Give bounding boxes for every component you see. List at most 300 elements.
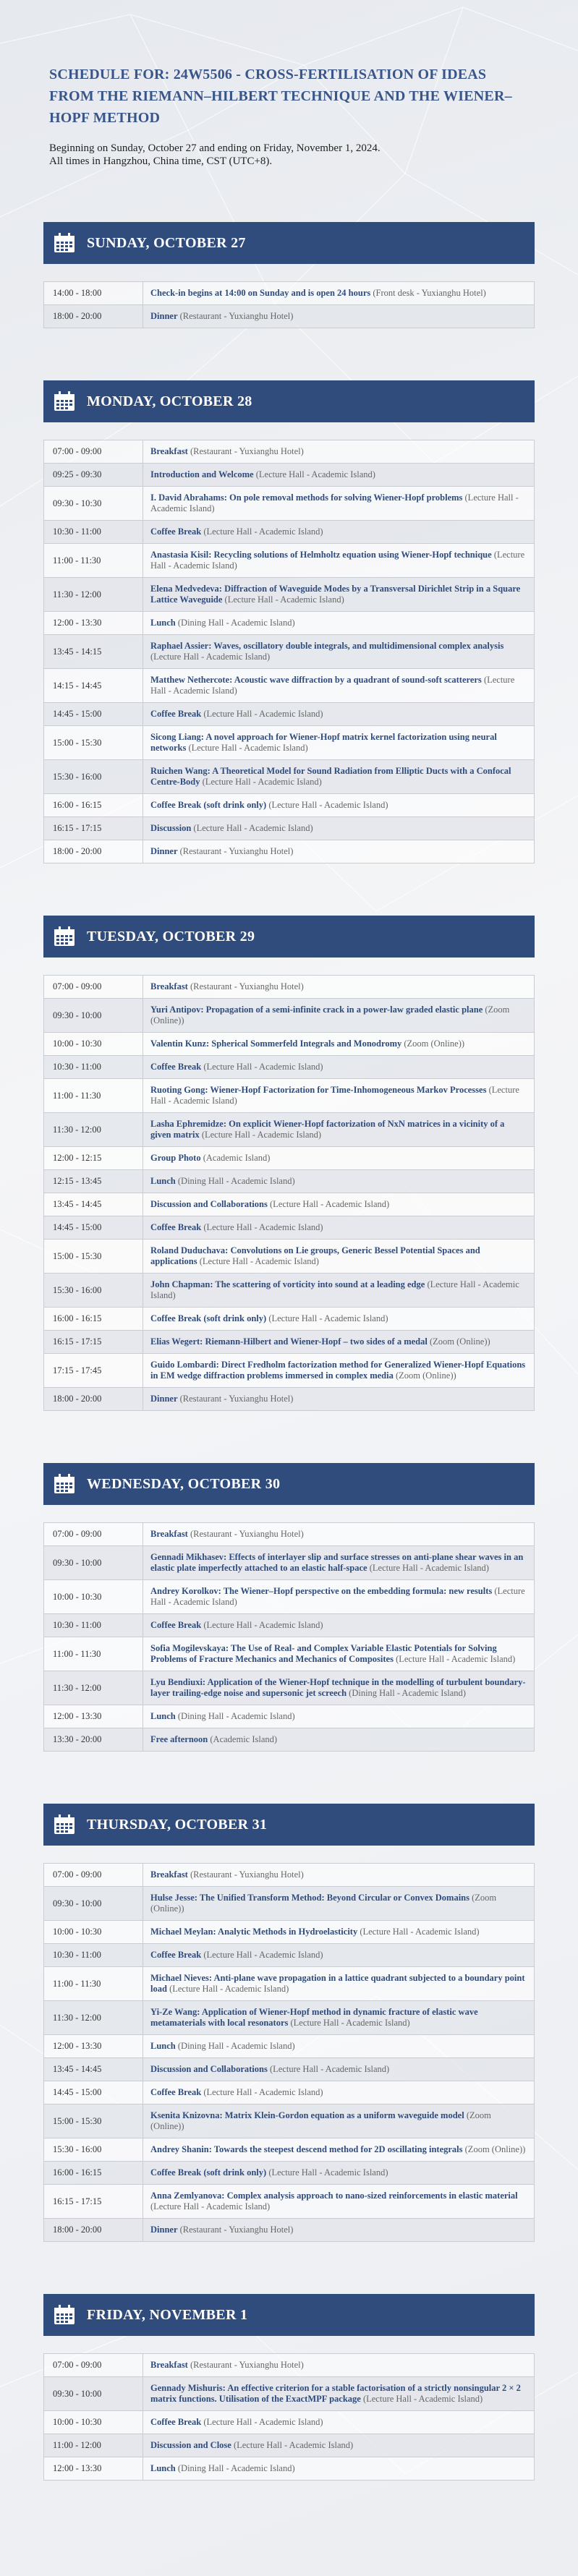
schedule-row	[44, 1274, 535, 1308]
event-location: (Lecture Hall - Academic Island)	[362, 2394, 483, 2404]
event-cell	[143, 1147, 535, 1170]
schedule-row	[44, 1944, 535, 1967]
event-cell	[143, 2138, 535, 2162]
event-time: 11:30 - 12:00	[44, 578, 143, 612]
schedule-row	[44, 1240, 535, 1274]
schedule-row	[44, 840, 535, 863]
event-title-link[interactable]: Coffee Break	[150, 526, 202, 537]
event-location: (Zoom (Online))	[150, 1005, 510, 1025]
event-title-link[interactable]: Elias Wegert: Riemann-Hilbert and Wiener-Hopf – two sides of a medal	[150, 1336, 428, 1347]
event-cell	[143, 976, 535, 999]
event-title-link[interactable]: Breakfast	[150, 1869, 188, 1880]
event-time: 13:45 - 14:45	[44, 2058, 143, 2081]
calendar-icon	[54, 2305, 75, 2325]
event-time: 13:30 - 20:00	[44, 1728, 143, 1752]
day-section	[43, 1804, 535, 2242]
event-cell	[143, 2434, 535, 2457]
event-location: (Lecture Hall - Academic Island)	[199, 1256, 319, 1266]
event-cell	[143, 2219, 535, 2242]
day-header	[43, 916, 535, 958]
event-cell	[143, 440, 535, 464]
schedule-row	[44, 976, 535, 999]
schedule-row	[44, 2457, 535, 2481]
event-cell	[143, 1079, 535, 1113]
event-cell	[143, 521, 535, 544]
event-time: 10:30 - 11:00	[44, 1614, 143, 1637]
schedule-table	[43, 1522, 535, 1752]
event-title-link[interactable]: Gennady Mishuris: An effective criterion for a stable factorisation of a strictly nonsingular 2 × 2 matrix functions. Utilisation of the ExactMPF package	[150, 2383, 521, 2404]
schedule-row	[44, 1079, 535, 1113]
day-section	[43, 222, 535, 328]
event-location: (Lecture Hall - Academic Island)	[269, 2064, 390, 2074]
event-cell	[143, 2058, 535, 2081]
event-title-link[interactable]: Roland Duduchava: Convolutions on Lie groups, Generic Bessel Potential Spaces and applications	[150, 1245, 480, 1266]
event-cell	[143, 612, 535, 635]
event-location: (Lecture Hall - Academic Island)	[169, 1984, 289, 1994]
day-title: FRIDAY, NOVEMBER 1	[87, 2306, 248, 2323]
event-time: 16:15 - 17:15	[44, 2185, 143, 2219]
event-location: (Zoom (Online))	[404, 1038, 465, 1049]
schedule-row	[44, 999, 535, 1033]
event-cell	[143, 282, 535, 305]
schedule-row	[44, 817, 535, 840]
event-title-link[interactable]: Andrey Korolkov: The Wiener–Hopf perspective on the embedding formula: new results	[150, 1586, 493, 1596]
event-title-link[interactable]: Coffee Break	[150, 1620, 202, 1630]
event-cell	[143, 999, 535, 1033]
day-header	[43, 380, 535, 422]
event-cell	[143, 1967, 535, 2001]
event-time: 15:30 - 16:00	[44, 1274, 143, 1308]
schedule-row	[44, 669, 535, 703]
event-location: (Lecture Hall - Academic Island)	[203, 2087, 323, 2097]
event-title-link[interactable]: Check-in begins at 14:00 on Sunday and is open 24 hours	[150, 288, 371, 298]
event-time: 07:00 - 09:00	[44, 1523, 143, 1546]
event-location: (Lecture Hall - Academic Island)	[269, 1199, 390, 1209]
event-cell	[143, 1523, 535, 1546]
day-title: WEDNESDAY, OCTOBER 30	[87, 1475, 281, 1492]
event-cell	[143, 1308, 535, 1331]
event-time: 12:00 - 12:15	[44, 1147, 143, 1170]
event-location: (Restaurant - Yuxianghu Hotel)	[179, 1394, 294, 1404]
timezone-text: All times in Hangzhou, China time, CST (UTC+8).	[49, 155, 273, 167]
calendar-icon	[54, 233, 75, 253]
event-location: (Lecture Hall - Academic Island)	[268, 2167, 388, 2178]
event-cell	[143, 1864, 535, 1887]
schedule-row	[44, 703, 535, 726]
event-time: 13:45 - 14:15	[44, 635, 143, 669]
event-cell	[143, 2377, 535, 2411]
event-location: (Lecture Hall - Academic Island)	[150, 2201, 271, 2212]
event-time: 18:00 - 20:00	[44, 840, 143, 863]
event-time: 11:30 - 12:00	[44, 1671, 143, 1705]
page-title: SCHEDULE FOR: 24W5506 - CROSS-FERTILISATION OF IDEAS FROM THE RIEMANN–HILBERT TECHNIQUE AND THE WIENER–HOPF METHOD	[49, 67, 512, 126]
schedule-row	[44, 1705, 535, 1728]
event-cell	[143, 840, 535, 863]
event-title-link[interactable]: Dinner	[150, 1394, 178, 1404]
event-location: (Lecture Hall - Academic Island)	[396, 1654, 516, 1664]
event-title-link[interactable]: Free afternoon	[150, 1734, 208, 1744]
schedule-row	[44, 1354, 535, 1388]
schedule-row	[44, 1308, 535, 1331]
event-title-link[interactable]: Coffee Break	[150, 2087, 202, 2097]
schedule-row	[44, 1921, 535, 1944]
date-range-text: Beginning on Sunday, October 27 and ending on Friday, November 1, 2024.	[49, 142, 381, 154]
schedule-row	[44, 578, 535, 612]
event-location: (Dining Hall - Academic Island)	[177, 2041, 295, 2051]
event-time: 10:30 - 11:00	[44, 1056, 143, 1079]
event-location: (Lecture Hall - Academic Island)	[150, 675, 515, 696]
event-location: (Zoom (Online))	[395, 1370, 456, 1381]
schedule-row	[44, 1967, 535, 2001]
event-cell	[143, 305, 535, 328]
event-time: 18:00 - 20:00	[44, 1388, 143, 1411]
event-cell	[143, 2411, 535, 2434]
event-cell	[143, 817, 535, 840]
event-title-link[interactable]: Ruichen Wang: A Theoretical Model for Sound Radiation from Elliptic Ducts with a Confocal Centre-Body	[150, 766, 511, 787]
schedule-row	[44, 2411, 535, 2434]
event-time: 15:00 - 15:30	[44, 2104, 143, 2138]
event-location: (Lecture Hall - Academic Island)	[203, 1222, 323, 1232]
event-cell	[143, 1170, 535, 1193]
event-title-link[interactable]: Breakfast	[150, 981, 188, 991]
day-title: TUESDAY, OCTOBER 29	[87, 928, 255, 944]
schedule-intro	[49, 142, 535, 168]
event-title-link[interactable]: Hulse Jesse: The Unified Transform Method: Beyond Circular or Convex Domains	[150, 1893, 469, 1903]
event-time: 11:00 - 11:30	[44, 1079, 143, 1113]
event-title-link[interactable]: Breakfast	[150, 446, 188, 456]
schedule-table	[43, 440, 535, 863]
schedule-row	[44, 2058, 535, 2081]
schedule-row	[44, 1671, 535, 1705]
event-title-link[interactable]: Discussion and Close	[150, 2440, 231, 2450]
schedule-row	[44, 1887, 535, 1921]
event-cell	[143, 1671, 535, 1705]
event-location: (Lecture Hall - Academic Island)	[193, 823, 313, 833]
event-time: 16:00 - 16:15	[44, 794, 143, 817]
event-time: 14:45 - 15:00	[44, 2081, 143, 2104]
schedule-row	[44, 1637, 535, 1671]
event-time: 10:30 - 11:00	[44, 521, 143, 544]
event-location: (Dining Hall - Academic Island)	[177, 618, 295, 628]
schedule-row	[44, 760, 535, 794]
event-title-link[interactable]: Matthew Nethercote: Acoustic wave diffraction by a quadrant of sound-soft scatterers	[150, 675, 482, 685]
event-title-link[interactable]: Coffee Break	[150, 2417, 202, 2427]
event-title-link[interactable]: Lunch	[150, 1176, 176, 1186]
schedule-row	[44, 2434, 535, 2457]
event-title-link[interactable]: Ruoting Gong: Wiener-Hopf Factorization for Time-Inhomogeneous Markov Processes	[150, 1085, 487, 1095]
event-cell	[143, 2001, 535, 2035]
event-cell	[143, 1193, 535, 1216]
day-header	[43, 222, 535, 264]
event-cell	[143, 1728, 535, 1752]
schedule-row	[44, 2081, 535, 2104]
event-title-link[interactable]: Raphael Assier: Waves, oscillatory double integrals, and multidimensional complex analysis	[150, 641, 504, 651]
schedule-row	[44, 1546, 535, 1580]
event-title-link[interactable]: Lasha Ephremidze: On explicit Wiener-Hopf factorization of NxN matrices in a vicinity of a given matrix	[150, 1119, 505, 1140]
schedule-row	[44, 726, 535, 760]
event-time: 11:00 - 11:30	[44, 1637, 143, 1671]
event-location: (Lecture Hall - Academic Island)	[203, 1950, 323, 1960]
event-location: (Dining Hall - Academic Island)	[177, 2463, 295, 2473]
event-location: (Lecture Hall - Academic Island)	[201, 1130, 322, 1140]
schedule-row	[44, 2219, 535, 2242]
calendar-icon	[54, 1474, 75, 1494]
day-title: MONDAY, OCTOBER 28	[87, 393, 252, 409]
schedule-row	[44, 2035, 535, 2058]
event-time: 18:00 - 20:00	[44, 2219, 143, 2242]
schedule-row	[44, 1614, 535, 1637]
event-title-link[interactable]: Breakfast	[150, 2360, 188, 2370]
event-cell	[143, 1637, 535, 1671]
event-location: (Lecture Hall - Academic Island)	[202, 777, 322, 787]
event-title-link[interactable]: Gennadi Mikhasev: Effects of interlayer slip and surface stresses on anti-plane shear waves in an elastic plate imperfectly attached to an elastic half-space	[150, 1552, 524, 1573]
event-time: 13:45 - 14:45	[44, 1193, 143, 1216]
event-time: 09:30 - 10:00	[44, 2377, 143, 2411]
event-title-link[interactable]: Dinner	[150, 846, 178, 856]
event-location: (Lecture Hall - Academic Island)	[150, 1085, 519, 1106]
event-title-link[interactable]: Ksenita Knizovna: Matrix Klein-Gordon equation as a uniform waveguide model	[150, 2110, 464, 2120]
event-location: (Restaurant - Yuxianghu Hotel)	[190, 1529, 304, 1539]
event-title-link[interactable]: Lunch	[150, 618, 176, 628]
event-location: (Zoom (Online))	[150, 1893, 497, 1914]
event-location: (Zoom (Online))	[464, 2144, 526, 2154]
schedule-row	[44, 521, 535, 544]
event-title-link[interactable]: Dinner	[150, 311, 178, 321]
event-location: (Lecture Hall - Academic Island)	[150, 652, 271, 662]
event-cell	[143, 2035, 535, 2058]
event-location: (Lecture Hall - Academic Island)	[268, 800, 388, 810]
event-cell	[143, 487, 535, 521]
schedule-table	[43, 975, 535, 1411]
event-title-link[interactable]: John Chapman: The scattering of vorticity into sound at a leading edge	[150, 1279, 425, 1289]
event-time: 11:30 - 12:00	[44, 1113, 143, 1147]
event-title-link[interactable]: Discussion and Collaborations	[150, 2064, 268, 2074]
calendar-icon	[54, 1814, 75, 1835]
event-location: (Lecture Hall - Academic Island)	[150, 1586, 525, 1607]
event-title-link[interactable]: Discussion	[150, 823, 192, 833]
event-time: 14:45 - 15:00	[44, 703, 143, 726]
day-section	[43, 2294, 535, 2481]
schedule-row	[44, 487, 535, 521]
day-section	[43, 916, 535, 1411]
schedule-row	[44, 635, 535, 669]
event-location: (Academic Island)	[210, 1734, 278, 1744]
event-time: 14:15 - 14:45	[44, 669, 143, 703]
event-cell	[143, 1580, 535, 1614]
event-cell	[143, 1887, 535, 1921]
event-cell	[143, 1216, 535, 1240]
event-time: 07:00 - 09:00	[44, 976, 143, 999]
event-title-link[interactable]: Lyu Bendiuxi: Application of the Wiener-Hopf technique in the modelling of turbulent boundary-layer trailing-edge noise and supersonic jet screech	[150, 1677, 526, 1698]
event-location: (Lecture Hall - Academic Island)	[203, 2417, 323, 2427]
schedule-table	[43, 1863, 535, 2242]
event-cell	[143, 578, 535, 612]
event-location: (Lecture Hall - Academic Island)	[150, 492, 519, 513]
event-location: (Lecture Hall - Academic Island)	[188, 743, 308, 753]
event-time: 11:00 - 12:00	[44, 2434, 143, 2457]
schedule-row	[44, 1113, 535, 1147]
schedule-row	[44, 2162, 535, 2185]
event-cell	[143, 1546, 535, 1580]
event-title-link[interactable]: Coffee Break	[150, 1950, 202, 1960]
schedule-row	[44, 464, 535, 487]
event-title-link[interactable]: Coffee Break (soft drink only)	[150, 2167, 267, 2178]
event-cell	[143, 2104, 535, 2138]
event-time: 09:30 - 10:00	[44, 999, 143, 1033]
event-time: 11:00 - 11:30	[44, 544, 143, 578]
event-title-link[interactable]: Andrey Shanin: Towards the steepest descend method for 2D oscillating integrals	[150, 2144, 463, 2154]
event-location: (Lecture Hall - Academic Island)	[360, 1927, 480, 1937]
event-time: 11:00 - 11:30	[44, 1967, 143, 2001]
event-location: (Restaurant - Yuxianghu Hotel)	[179, 846, 294, 856]
event-location: (Lecture Hall - Academic Island)	[203, 1620, 323, 1630]
event-cell	[143, 1705, 535, 1728]
event-title-link[interactable]: Coffee Break (soft drink only)	[150, 800, 267, 810]
event-cell	[143, 2162, 535, 2185]
schedule-table	[43, 2353, 535, 2481]
event-title-link[interactable]: Dinner	[150, 2225, 178, 2235]
day-title: THURSDAY, OCTOBER 31	[87, 1816, 268, 1833]
event-cell	[143, 1056, 535, 1079]
event-title-link[interactable]: I. David Abrahams: On pole removal methods for solving Wiener-Hopf problems	[150, 492, 463, 503]
event-title-link[interactable]: Guido Lombardi: Direct Fredholm factorization method for Generalized Wiener-Hopf Equations in EM wedge diffraction problems immersed in complex media	[150, 1360, 526, 1381]
event-title-link[interactable]: Lunch	[150, 2463, 176, 2473]
event-location: (Dining Hall - Academic Island)	[349, 1688, 466, 1698]
event-location: (Lecture Hall - Academic Island)	[255, 469, 375, 479]
schedule-row	[44, 794, 535, 817]
event-title-link[interactable]: Sicong Liang: A novel approach for Wiener-Hopf matrix kernel factorization using neural networks	[150, 732, 497, 753]
schedule-row	[44, 1580, 535, 1614]
event-cell	[143, 2354, 535, 2377]
event-time: 07:00 - 09:00	[44, 2354, 143, 2377]
event-location: (Lecture Hall - Academic Island)	[150, 550, 525, 571]
event-title-link[interactable]: Sofia Mogilevskaya: The Use of Real- and Complex Variable Elastic Potentials for Solving Problems of Fracture Mechanics and Mechanics of Composites	[150, 1643, 497, 1664]
event-title-link[interactable]: Valentin Kunz: Spherical Sommerfeld Integrals and Monodromy	[150, 1038, 402, 1049]
schedule-row	[44, 282, 535, 305]
event-time: 07:00 - 09:00	[44, 1864, 143, 1887]
event-time: 17:15 - 17:45	[44, 1354, 143, 1388]
event-cell	[143, 1331, 535, 1354]
event-time: 10:00 - 10:30	[44, 1921, 143, 1944]
event-title-link[interactable]: Michael Nieves: Anti-plane wave propagation in a lattice quadrant subjected to a boundary point load	[150, 1973, 525, 1994]
event-cell	[143, 2457, 535, 2481]
event-location: (Academic Island)	[203, 1153, 271, 1163]
event-location: (Restaurant - Yuxianghu Hotel)	[179, 311, 294, 321]
schedule-row	[44, 1331, 535, 1354]
schedule-row	[44, 1388, 535, 1411]
event-location: (Dining Hall - Academic Island)	[177, 1176, 295, 1186]
day-header	[43, 2294, 535, 2336]
schedule-row	[44, 2104, 535, 2138]
event-time: 12:00 - 13:30	[44, 612, 143, 635]
event-title-link[interactable]: Michael Meylan: Analytic Methods in Hydroelasticity	[150, 1927, 358, 1937]
schedule-table	[43, 281, 535, 328]
event-title-link[interactable]: Elena Medvedeva: Diffraction of Waveguide Modes by a Transversal Dirichlet Strip in a Square Lattice Waveguide	[150, 584, 521, 605]
schedule-row	[44, 544, 535, 578]
event-title-link[interactable]: Coffee Break	[150, 709, 202, 719]
event-time: 18:00 - 20:00	[44, 305, 143, 328]
event-title-link[interactable]: Coffee Break	[150, 1062, 202, 1072]
event-title-link[interactable]: Anastasia Kisil: Recycling solutions of Helmholtz equation using Wiener-Hopf technique	[150, 550, 492, 560]
event-title-link[interactable]: Coffee Break	[150, 1222, 202, 1232]
event-cell	[143, 2185, 535, 2219]
event-title-link[interactable]: Group Photo	[150, 1153, 201, 1163]
event-cell	[143, 1113, 535, 1147]
event-location: (Lecture Hall - Academic Island)	[233, 2440, 354, 2450]
event-location: (Restaurant - Yuxianghu Hotel)	[179, 2225, 294, 2235]
event-title-link[interactable]: Lunch	[150, 1711, 176, 1721]
event-location: (Lecture Hall - Academic Island)	[203, 526, 323, 537]
event-time: 10:00 - 10:30	[44, 1033, 143, 1056]
event-cell	[143, 1354, 535, 1388]
event-cell	[143, 726, 535, 760]
schedule-row	[44, 2354, 535, 2377]
event-cell	[143, 703, 535, 726]
event-cell	[143, 1274, 535, 1308]
schedule-row	[44, 1033, 535, 1056]
schedule-row	[44, 1216, 535, 1240]
event-location: (Lecture Hall - Academic Island)	[290, 2018, 410, 2028]
event-cell	[143, 1240, 535, 1274]
event-location: (Restaurant - Yuxianghu Hotel)	[190, 446, 304, 456]
schedule-row	[44, 612, 535, 635]
event-location: (Restaurant - Yuxianghu Hotel)	[190, 2360, 304, 2370]
event-location: (Restaurant - Yuxianghu Hotel)	[190, 1869, 304, 1880]
event-time: 10:00 - 10:30	[44, 2411, 143, 2434]
event-title-link[interactable]: Discussion and Collaborations	[150, 1199, 268, 1209]
event-time: 15:30 - 16:00	[44, 2138, 143, 2162]
event-time: 11:30 - 12:00	[44, 2001, 143, 2035]
schedule-row	[44, 1147, 535, 1170]
event-title-link[interactable]: Coffee Break (soft drink only)	[150, 1313, 267, 1323]
event-cell	[143, 1944, 535, 1967]
schedule-row	[44, 440, 535, 464]
day-section	[43, 1463, 535, 1752]
event-time: 15:30 - 16:00	[44, 760, 143, 794]
event-location: (Lecture Hall - Academic Island)	[150, 1279, 519, 1300]
event-title-link[interactable]: Anna Zemlyanova: Complex analysis approach to nano-sized reinforcements in elastic material	[150, 2191, 518, 2201]
calendar-icon	[54, 926, 75, 947]
event-time: 16:15 - 17:15	[44, 817, 143, 840]
day-header	[43, 1463, 535, 1505]
event-time: 07:00 - 09:00	[44, 440, 143, 464]
event-cell	[143, 1614, 535, 1637]
event-location: (Lecture Hall - Academic Island)	[268, 1313, 388, 1323]
event-title-link[interactable]: Breakfast	[150, 1529, 188, 1539]
day-title: SUNDAY, OCTOBER 27	[87, 234, 246, 251]
event-cell	[143, 544, 535, 578]
event-time: 10:30 - 11:00	[44, 1944, 143, 1967]
event-location: (Front desk - Yuxianghu Hotel)	[373, 288, 486, 298]
calendar-icon	[54, 391, 75, 411]
schedule-row	[44, 1170, 535, 1193]
event-title-link[interactable]: Yi-Ze Wang: Application of Wiener-Hopf method in dynamic fracture of elastic wave metamaterials with local resonators	[150, 2007, 478, 2028]
event-title-link[interactable]: Lunch	[150, 2041, 176, 2051]
schedule-row	[44, 2138, 535, 2162]
schedule-row	[44, 1056, 535, 1079]
event-time: 15:00 - 15:30	[44, 1240, 143, 1274]
event-title-link[interactable]: Yuri Antipov: Propagation of a semi-infinite crack in a power-law graded elastic plane	[150, 1005, 483, 1015]
event-time: 09:25 - 09:30	[44, 464, 143, 487]
event-time: 12:00 - 13:30	[44, 2457, 143, 2481]
event-title-link[interactable]: Introduction and Welcome	[150, 469, 254, 479]
event-cell	[143, 635, 535, 669]
event-cell	[143, 464, 535, 487]
schedule-row	[44, 2377, 535, 2411]
event-location: (Lecture Hall - Academic Island)	[203, 1062, 323, 1072]
event-location: (Lecture Hall - Academic Island)	[224, 594, 344, 605]
event-location: (Dining Hall - Academic Island)	[177, 1711, 295, 1721]
